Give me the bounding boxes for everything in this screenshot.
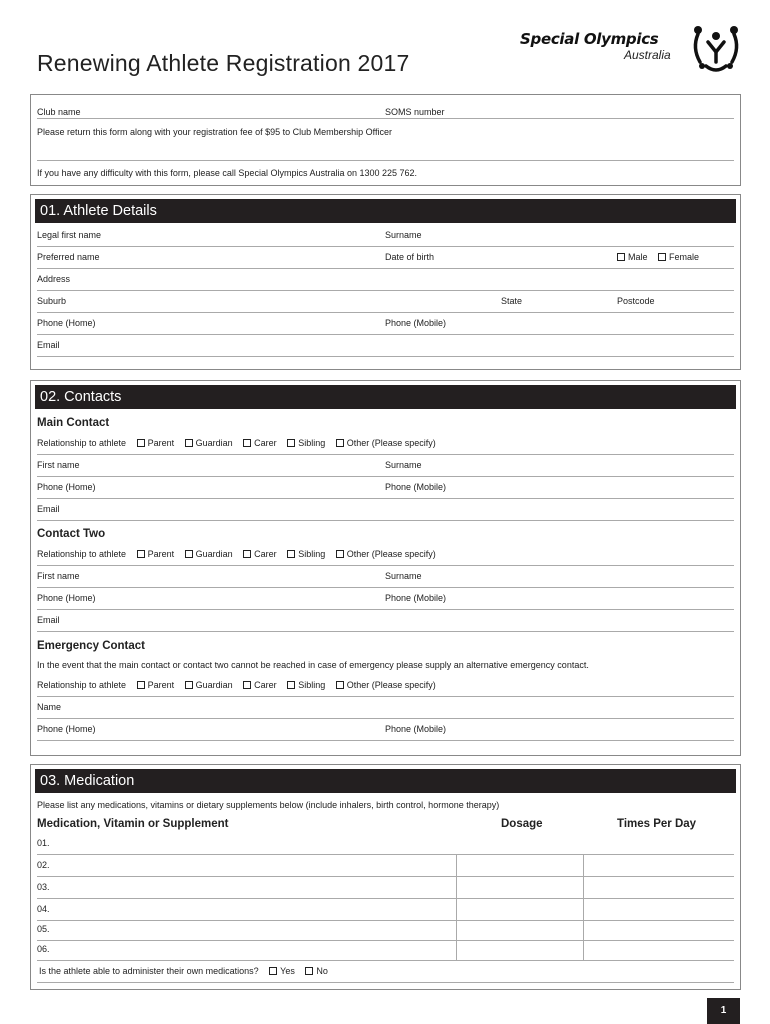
help-note-row [37, 161, 734, 183]
male-option[interactable] [617, 252, 648, 262]
medication-heading: 03. Medication [35, 769, 736, 793]
phone-home-label: Phone (Home) [37, 482, 96, 492]
main-parent-option[interactable] [137, 438, 175, 448]
checkbox-icon[interactable] [243, 550, 251, 558]
checkbox-icon[interactable] [287, 439, 295, 447]
medication-row[interactable] [37, 899, 734, 921]
guardian-label: Guardian [195, 438, 233, 448]
self-admin-row [37, 961, 734, 983]
club-name-label: Club name [37, 107, 81, 117]
contacts-section [30, 380, 741, 756]
address-label: Address [37, 274, 71, 284]
two-email-row[interactable] [37, 610, 734, 632]
contact-two-title: Contact Two [37, 528, 106, 540]
suburb-label: Suburb [37, 296, 67, 306]
checkbox-icon[interactable] [137, 550, 145, 558]
relationship-label: Relationship to athlete [37, 438, 127, 448]
no-option[interactable] [305, 966, 328, 976]
first-name-label: First name [37, 571, 80, 581]
logo-main-text: Special Olympics [520, 30, 659, 48]
times-per-day-column-header: Times Per Day [617, 818, 697, 830]
two-phone-row[interactable] [37, 588, 734, 610]
checkbox-icon[interactable] [137, 439, 145, 447]
checkbox-icon[interactable] [287, 681, 295, 689]
preferred-row[interactable] [37, 247, 734, 269]
no-label: No [316, 966, 328, 976]
medication-row[interactable] [37, 855, 734, 877]
checkbox-icon[interactable] [336, 439, 344, 447]
medication-note: Please list any medications, vitamins or dietary supplements below (include inhalers, birth control, hormone therapy) [37, 800, 500, 810]
medication-column-header: Medication, Vitamin or Supplement [37, 818, 229, 830]
emergency-sibling-option[interactable] [287, 680, 325, 690]
carer-label: Carer [254, 680, 277, 690]
phone-mobile-label: Phone (Mobile) [385, 482, 447, 492]
row-number: 06. [37, 944, 50, 954]
sibling-label: Sibling [298, 438, 326, 448]
checkbox-icon[interactable] [243, 439, 251, 447]
intro-box [30, 94, 741, 186]
two-other-option[interactable] [336, 549, 436, 559]
row-number: 03. [37, 882, 50, 892]
emergency-parent-option[interactable] [137, 680, 175, 690]
state-label: State [501, 296, 523, 306]
dosage-column-header: Dosage [501, 818, 543, 830]
return-note-row[interactable] [37, 119, 734, 161]
main-relationship-options [37, 438, 444, 448]
phone-home-label: Phone (Home) [37, 318, 96, 328]
help-note: If you have any difficulty with this form, please call Special Olympics Australia on 1300 225 762. [37, 168, 418, 178]
parent-label: Parent [147, 438, 175, 448]
other-label: Other (Please specify) [346, 549, 436, 559]
postcode-label: Postcode [617, 296, 655, 306]
row-number: 05. [37, 924, 50, 934]
return-note: Please return this form along with your registration fee of $95 to Club Membership Officer [37, 127, 393, 137]
other-label: Other (Please specify) [346, 680, 436, 690]
female-label: Female [669, 252, 700, 262]
female-option[interactable] [658, 252, 699, 262]
male-checkbox[interactable] [617, 253, 625, 261]
club-row[interactable] [37, 97, 734, 119]
emergency-other-option[interactable] [336, 680, 436, 690]
male-label: Male [628, 252, 648, 262]
row-number: 04. [37, 904, 50, 914]
special-olympics-emblem-icon [688, 22, 744, 80]
phone-home-label: Phone (Home) [37, 593, 96, 603]
carer-label: Carer [254, 549, 277, 559]
email-label: Email [37, 615, 60, 625]
phone-mobile-label: Phone (Mobile) [385, 724, 447, 734]
suburb-row[interactable] [37, 291, 734, 313]
phone-home-label: Phone (Home) [37, 724, 96, 734]
name-row[interactable] [37, 225, 734, 247]
yes-checkbox[interactable] [269, 967, 277, 975]
other-label: Other (Please specify) [346, 438, 436, 448]
no-checkbox[interactable] [305, 967, 313, 975]
email-label: Email [37, 340, 60, 350]
carer-label: Carer [254, 438, 277, 448]
emergency-phone-row[interactable] [37, 719, 734, 741]
parent-label: Parent [147, 680, 175, 690]
special-olympics-logo [520, 22, 745, 82]
relationship-label: Relationship to athlete [37, 680, 127, 690]
checkbox-icon[interactable] [336, 681, 344, 689]
checkbox-icon[interactable] [137, 681, 145, 689]
gender-options [617, 252, 707, 262]
contacts-heading: 02. Contacts [35, 385, 736, 409]
self-admin-question [39, 966, 336, 976]
main-carer-option[interactable] [243, 438, 277, 448]
two-parent-option[interactable] [137, 549, 175, 559]
emergency-guardian-option[interactable] [185, 680, 233, 690]
guardian-label: Guardian [195, 549, 233, 559]
main-email-row[interactable] [37, 499, 734, 521]
email-row[interactable] [37, 335, 734, 357]
athlete-details-heading: 01. Athlete Details [35, 199, 736, 223]
two-relationship-options [37, 549, 444, 559]
guardian-label: Guardian [195, 680, 233, 690]
name-label: Name [37, 702, 62, 712]
yes-option[interactable] [269, 966, 295, 976]
soms-number-label: SOMS number [385, 107, 445, 117]
main-other-option[interactable] [336, 438, 436, 448]
preferred-name-label: Preferred name [37, 252, 100, 262]
row-number: 01. [37, 838, 50, 848]
logo-sub-text: Australia [624, 48, 671, 62]
self-admin-label: Is the athlete able to administer their own medications? [39, 966, 259, 976]
medication-row[interactable] [37, 919, 734, 941]
parent-label: Parent [147, 549, 175, 559]
main-guardian-option[interactable] [185, 438, 233, 448]
main-name-row[interactable] [37, 455, 734, 477]
two-name-row[interactable] [37, 566, 734, 588]
first-name-label: First name [37, 460, 80, 470]
emergency-relationship-row [37, 675, 734, 697]
medication-section [30, 764, 741, 990]
two-sibling-option[interactable] [287, 549, 325, 559]
dob-label: Date of birth [385, 252, 435, 262]
sibling-label: Sibling [298, 549, 326, 559]
page-number: 1 [707, 998, 740, 1024]
emergency-contact-title: Emergency Contact [37, 640, 146, 652]
checkbox-icon[interactable] [185, 550, 193, 558]
phone-mobile-label: Phone (Mobile) [385, 593, 447, 603]
dosage-column-divider [456, 855, 457, 961]
row-number: 02. [37, 860, 50, 870]
main-phone-row[interactable] [37, 477, 734, 499]
checkbox-icon[interactable] [336, 550, 344, 558]
sibling-label: Sibling [298, 680, 326, 690]
medication-row[interactable] [37, 939, 734, 961]
main-sibling-option[interactable] [287, 438, 325, 448]
relationship-label: Relationship to athlete [37, 549, 127, 559]
legal-first-name-label: Legal first name [37, 230, 102, 240]
address-row[interactable] [37, 269, 734, 291]
surname-label: Surname [385, 230, 422, 240]
emergency-carer-option[interactable] [243, 680, 277, 690]
yes-label: Yes [280, 966, 295, 976]
medication-note-row [37, 795, 734, 815]
checkbox-icon[interactable] [185, 681, 193, 689]
checkbox-icon[interactable] [243, 681, 251, 689]
medication-row[interactable] [37, 877, 734, 899]
surname-label: Surname [385, 460, 422, 470]
page-title: Renewing Athlete Registration 2017 [37, 50, 410, 76]
email-label: Email [37, 504, 60, 514]
main-contact-title: Main Contact [37, 417, 110, 429]
two-relationship-row [37, 544, 734, 566]
checkbox-icon[interactable] [185, 439, 193, 447]
main-relationship-row [37, 433, 734, 455]
times-column-divider [583, 855, 584, 961]
emergency-relationship-options [37, 680, 444, 690]
medication-row[interactable] [37, 833, 734, 855]
emergency-note: In the event that the main contact or contact two cannot be reached in case of emergency please supply an alternative emergency contact. [37, 660, 589, 670]
emergency-note-row [37, 655, 734, 675]
surname-label: Surname [385, 571, 422, 581]
emergency-name-row[interactable] [37, 697, 734, 719]
phone-row[interactable] [37, 313, 734, 335]
two-guardian-option[interactable] [185, 549, 233, 559]
phone-mobile-label: Phone (Mobile) [385, 318, 447, 328]
two-carer-option[interactable] [243, 549, 277, 559]
female-checkbox[interactable] [658, 253, 666, 261]
checkbox-icon[interactable] [287, 550, 295, 558]
athlete-details-section [30, 194, 741, 370]
